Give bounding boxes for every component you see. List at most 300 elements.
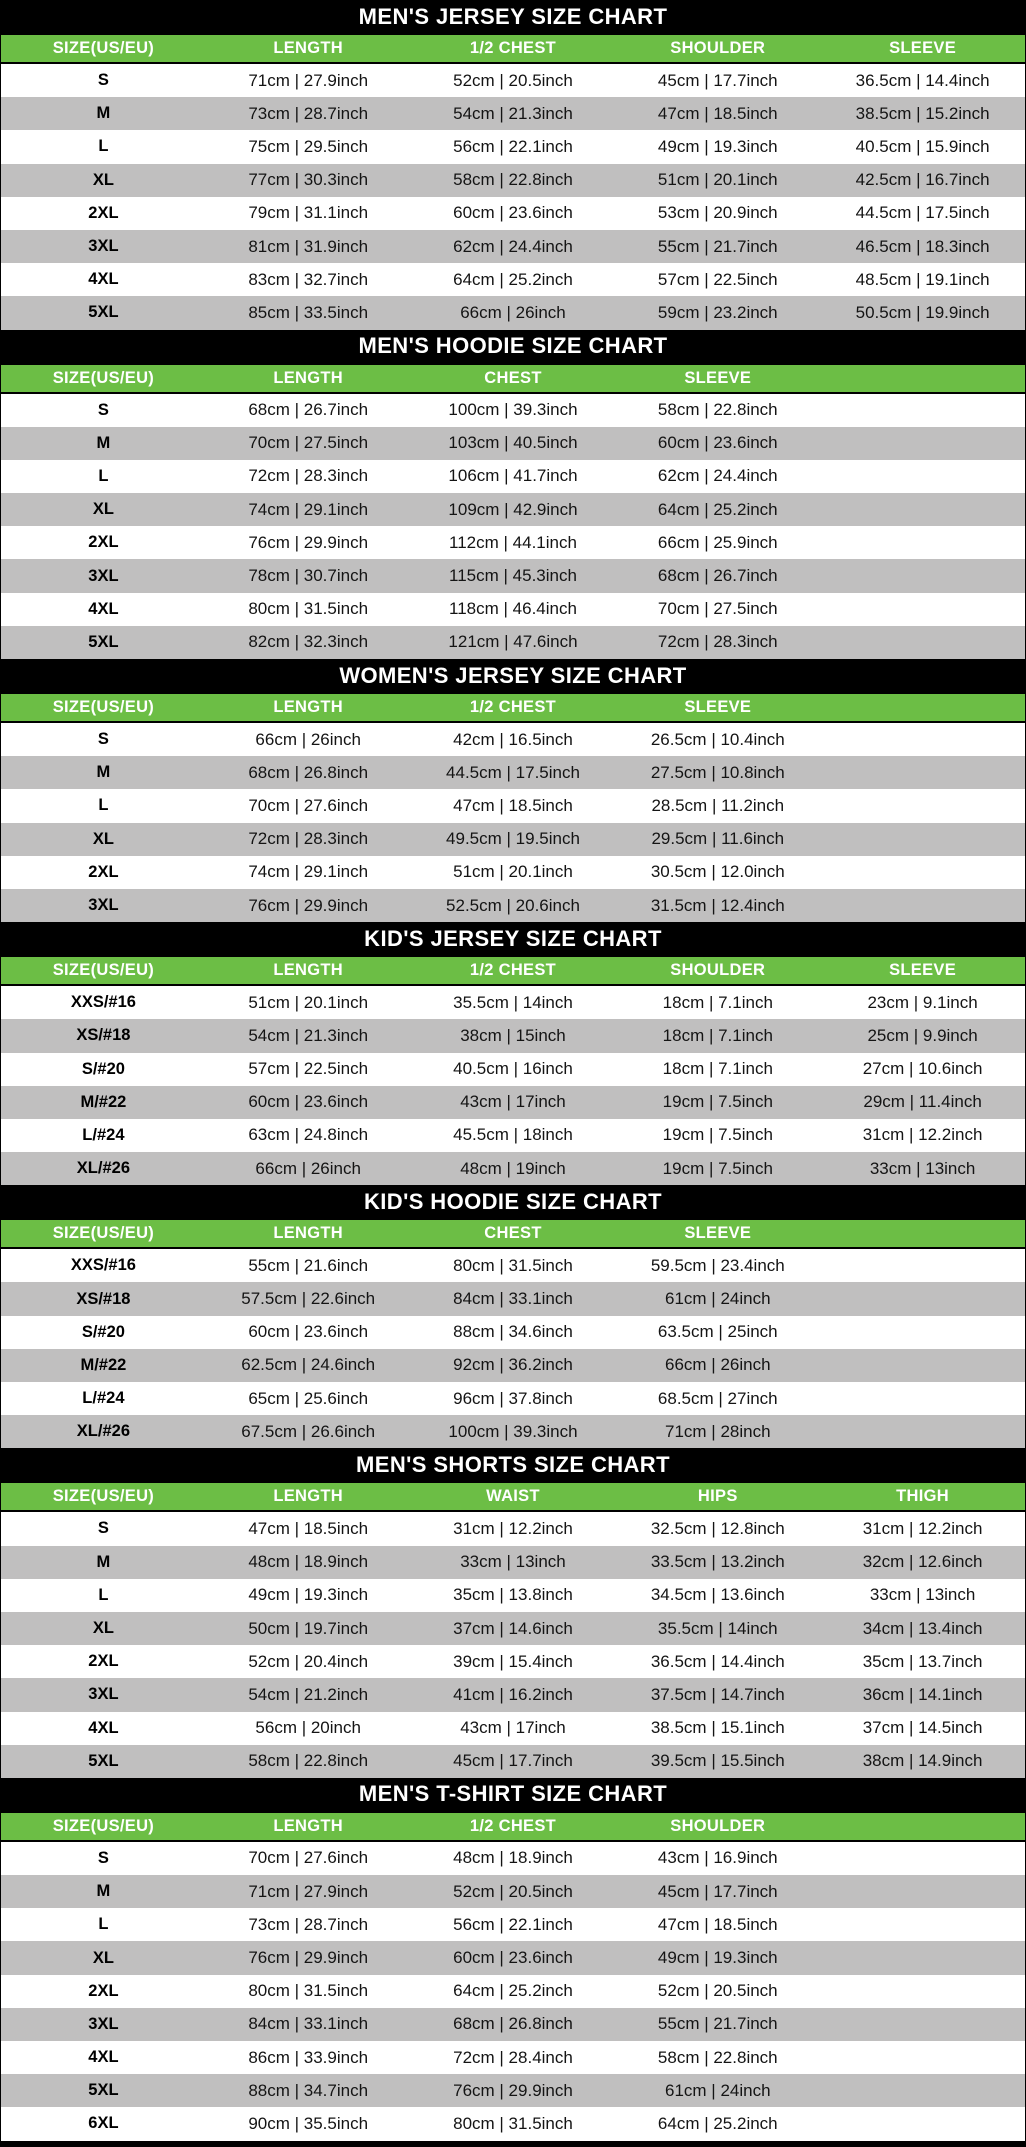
- header-cell: SIZE(US/EU): [52, 1224, 155, 1243]
- size-cell: XS/#18: [76, 1289, 131, 1308]
- value-cell: 52.5cm | 20.6inch: [446, 895, 580, 915]
- value-cell: 50cm | 19.7inch: [248, 1618, 369, 1638]
- value-cell: 40.5cm | 16inch: [453, 1059, 573, 1079]
- value-cell: 96cm | 37.8inch: [453, 1388, 573, 1408]
- value-cell: 38cm | 14.9inch: [862, 1751, 983, 1771]
- header-cell: 1/2 CHEST: [469, 961, 557, 980]
- value-cell: 54cm | 21.3inch: [248, 1025, 369, 1045]
- value-cell: 19cm | 7.5inch: [662, 1125, 773, 1145]
- size-cell: 2XL: [88, 533, 119, 552]
- value-cell: 33cm | 13inch: [869, 1585, 976, 1605]
- value-cell: 52cm | 20.5inch: [657, 1981, 778, 2001]
- charts-container: [1, 0, 1025, 2141]
- value-cell: 71cm | 27.9inch: [248, 70, 369, 90]
- table-row: [1, 1612, 1025, 1645]
- value-cell: 62cm | 24.4inch: [657, 466, 778, 486]
- size-cell: L: [98, 1585, 109, 1604]
- header-cell: LENGTH: [273, 1224, 344, 1243]
- value-cell: 18cm | 7.1inch: [662, 992, 773, 1012]
- table-title: MEN'S T-SHIRT SIZE CHART: [1, 1778, 1025, 1811]
- table-row: [1, 1086, 1025, 1119]
- value-cell: 88cm | 34.6inch: [453, 1322, 573, 1342]
- size-cell: XL: [92, 1948, 114, 1967]
- table-row: [1, 1382, 1025, 1415]
- size-cell: L: [98, 796, 109, 815]
- value-cell: 65cm | 25.6inch: [248, 1388, 369, 1408]
- value-cell: 76cm | 29.9inch: [248, 532, 369, 552]
- table-row: [1, 296, 1025, 329]
- value-cell: 42.5cm | 16.7inch: [855, 170, 990, 190]
- value-cell: 84cm | 33.1inch: [453, 1289, 573, 1309]
- value-cell: 37cm | 14.6inch: [453, 1618, 573, 1638]
- value-cell: 51cm | 20.1inch: [453, 862, 573, 882]
- size-cell: 5XL: [88, 303, 119, 322]
- value-cell: 51cm | 20.1inch: [248, 992, 369, 1012]
- value-cell: 34.5cm | 13.6inch: [650, 1585, 785, 1605]
- header-cell: THIGH: [896, 1487, 949, 1506]
- size-cell: 3XL: [88, 896, 119, 915]
- header-cell: SLEEVE: [889, 961, 957, 980]
- size-cell: 2XL: [88, 862, 119, 881]
- value-cell: 72cm | 28.4inch: [453, 2047, 573, 2067]
- value-cell: 27cm | 10.6inch: [862, 1059, 983, 1079]
- table-row: [1, 1349, 1025, 1382]
- value-cell: 46.5cm | 18.3inch: [855, 236, 990, 256]
- value-cell: 58cm | 22.8inch: [657, 2047, 778, 2067]
- table-row: [1, 756, 1025, 789]
- table-row: [1, 460, 1025, 493]
- size-cell: XL: [92, 829, 114, 848]
- value-cell: 76cm | 29.9inch: [453, 2080, 573, 2100]
- value-cell: 49cm | 19.3inch: [657, 1948, 778, 1968]
- header-cell: CHEST: [484, 1224, 542, 1243]
- size-cell: 2XL: [88, 1652, 119, 1671]
- size-cell: 4XL: [88, 599, 119, 618]
- table-row: [1, 889, 1025, 922]
- value-cell: 63cm | 24.8inch: [248, 1125, 369, 1145]
- value-cell: 45cm | 17.7inch: [657, 1881, 778, 1901]
- value-cell: 50.5cm | 19.9inch: [855, 302, 990, 322]
- size-cell: XL/#26: [76, 1422, 130, 1441]
- value-cell: 57cm | 22.5inch: [248, 1059, 369, 1079]
- value-cell: 55cm | 21.7inch: [657, 236, 778, 256]
- table-title: MEN'S JERSEY SIZE CHART: [1, 0, 1025, 33]
- size-cell: 3XL: [88, 237, 119, 256]
- value-cell: 36.5cm | 14.4inch: [650, 1651, 785, 1671]
- value-cell: 33.5cm | 13.2inch: [650, 1552, 785, 1572]
- table-row: [1, 1512, 1025, 1545]
- table-row: [1, 789, 1025, 822]
- header-row: [1, 1481, 1025, 1512]
- header-cell: 1/2 CHEST: [469, 1816, 557, 1835]
- value-cell: 54cm | 21.2inch: [248, 1684, 369, 1704]
- value-cell: 35cm | 13.7inch: [862, 1651, 983, 1671]
- value-cell: 38cm | 15inch: [460, 1025, 566, 1045]
- value-cell: 35.5cm | 14inch: [657, 1618, 778, 1638]
- value-cell: 100cm | 39.3inch: [448, 400, 578, 420]
- size-cell: 4XL: [88, 1718, 119, 1737]
- value-cell: 80cm | 31.5inch: [453, 1255, 573, 1275]
- table-row: [1, 723, 1025, 756]
- size-cell: S/#20: [81, 1322, 125, 1341]
- value-cell: 74cm | 29.1inch: [248, 499, 369, 519]
- value-cell: 80cm | 31.5inch: [453, 2113, 573, 2133]
- header-row: [1, 363, 1025, 394]
- table-row: [1, 493, 1025, 526]
- table-row: [1, 230, 1025, 263]
- size-cell: 2XL: [88, 1981, 119, 2000]
- table-row: [1, 1645, 1025, 1678]
- table-row: [1, 164, 1025, 197]
- table-row: [1, 1546, 1025, 1579]
- value-cell: 70cm | 27.5inch: [248, 433, 369, 453]
- value-cell: 64cm | 25.2inch: [453, 1981, 573, 2001]
- value-cell: 35.5cm | 14inch: [453, 992, 573, 1012]
- table-row: [1, 2008, 1025, 2041]
- value-cell: 60cm | 23.6inch: [248, 1322, 369, 1342]
- value-cell: 92cm | 36.2inch: [453, 1355, 573, 1375]
- value-cell: 83cm | 32.7inch: [248, 269, 369, 289]
- value-cell: 61cm | 24inch: [665, 1289, 771, 1309]
- value-cell: 52cm | 20.4inch: [248, 1651, 369, 1671]
- header-cell: LENGTH: [273, 368, 344, 387]
- value-cell: 57cm | 22.5inch: [657, 269, 778, 289]
- header-cell: SIZE(US/EU): [52, 1487, 155, 1506]
- size-cell: S: [97, 730, 109, 749]
- size-cell: 5XL: [88, 1751, 119, 1770]
- value-cell: 82cm | 32.3inch: [248, 632, 369, 652]
- table-row: [1, 1119, 1025, 1152]
- table-row: [1, 97, 1025, 130]
- value-cell: 81cm | 31.9inch: [248, 236, 369, 256]
- value-cell: 103cm | 40.5inch: [448, 433, 578, 453]
- value-cell: 55cm | 21.7inch: [657, 2014, 778, 2034]
- table-row: [1, 1415, 1025, 1448]
- value-cell: 60cm | 23.6inch: [453, 1948, 573, 1968]
- value-cell: 90cm | 35.5inch: [248, 2113, 369, 2133]
- value-cell: 71cm | 27.9inch: [248, 1881, 369, 1901]
- value-cell: 47cm | 18.5inch: [453, 795, 573, 815]
- header-cell: 1/2 CHEST: [469, 698, 557, 716]
- value-cell: 77cm | 30.3inch: [248, 170, 369, 190]
- value-cell: 25cm | 9.9inch: [867, 1025, 978, 1045]
- value-cell: 72cm | 28.3inch: [248, 466, 369, 486]
- value-cell: 31cm | 12.2inch: [862, 1125, 983, 1145]
- table-row: [1, 559, 1025, 592]
- table-row: [1, 2041, 1025, 2074]
- value-cell: 48cm | 19inch: [460, 1158, 566, 1178]
- table-row: [1, 1019, 1025, 1052]
- value-cell: 68cm | 26.8inch: [453, 2014, 573, 2034]
- size-cell: 3XL: [88, 1685, 119, 1704]
- value-cell: 64cm | 25.2inch: [657, 499, 778, 519]
- value-cell: 66cm | 26inch: [665, 1355, 771, 1375]
- value-cell: 56cm | 22.1inch: [453, 136, 573, 156]
- value-cell: 48cm | 18.9inch: [453, 1848, 573, 1868]
- value-cell: 60cm | 23.6inch: [248, 1092, 369, 1112]
- value-cell: 109cm | 42.9inch: [448, 499, 578, 519]
- header-cell: SIZE(US/EU): [52, 39, 155, 57]
- value-cell: 26.5cm | 10.4inch: [650, 729, 785, 749]
- value-cell: 40.5cm | 15.9inch: [855, 136, 990, 156]
- table-row: [1, 626, 1025, 659]
- header-cell: SIZE(US/EU): [52, 961, 155, 980]
- size-chart-table: [1, 922, 1025, 1185]
- table-title: WOMEN'S JERSEY SIZE CHART: [1, 659, 1025, 692]
- value-cell: 59.5cm | 23.4inch: [650, 1255, 785, 1275]
- size-cell: S: [97, 71, 109, 90]
- value-cell: 34cm | 13.4inch: [862, 1618, 983, 1638]
- value-cell: 80cm | 31.5inch: [248, 599, 369, 619]
- size-cell: 2XL: [88, 203, 119, 222]
- size-cell: 6XL: [88, 2114, 119, 2133]
- value-cell: 29cm | 11.4inch: [863, 1092, 982, 1112]
- value-cell: 73cm | 28.7inch: [248, 1914, 369, 1934]
- size-cell: 5XL: [88, 2081, 119, 2100]
- value-cell: 41cm | 16.2inch: [453, 1684, 573, 1704]
- table-title: KID'S HOODIE SIZE CHART: [1, 1185, 1025, 1218]
- value-cell: 115cm | 45.3inch: [449, 566, 577, 586]
- size-cell: XXS/#16: [70, 993, 136, 1012]
- size-cell: XL/#26: [76, 1159, 130, 1178]
- size-cell: 4XL: [88, 270, 119, 289]
- table-title: MEN'S SHORTS SIZE CHART: [1, 1448, 1025, 1481]
- value-cell: 75cm | 29.5inch: [248, 136, 369, 156]
- size-chart-table: [1, 330, 1025, 660]
- value-cell: 68cm | 26.7inch: [248, 400, 369, 420]
- value-cell: 48cm | 18.9inch: [248, 1552, 369, 1572]
- table-row: [1, 1678, 1025, 1711]
- value-cell: 56cm | 20inch: [255, 1718, 361, 1738]
- value-cell: 51cm | 20.1inch: [657, 170, 778, 190]
- header-cell: LENGTH: [273, 1816, 344, 1835]
- header-cell: SLEEVE: [889, 39, 957, 57]
- header-row: [1, 955, 1025, 986]
- value-cell: 31cm | 12.2inch: [453, 1518, 573, 1538]
- value-cell: 66cm | 25.9inch: [657, 532, 778, 552]
- value-cell: 85cm | 33.5inch: [248, 302, 369, 322]
- value-cell: 38.5cm | 15.2inch: [855, 103, 990, 123]
- table-row: [1, 1975, 1025, 2008]
- table-row: [1, 1316, 1025, 1349]
- header-cell: SIZE(US/EU): [52, 698, 155, 716]
- table-row: [1, 823, 1025, 856]
- value-cell: 28.5cm | 11.2inch: [651, 795, 785, 815]
- value-cell: 54cm | 21.3inch: [453, 103, 573, 123]
- value-cell: 61cm | 24inch: [665, 2080, 771, 2100]
- size-cell: L: [98, 466, 109, 485]
- value-cell: 74cm | 29.1inch: [248, 862, 369, 882]
- size-cell: M: [96, 763, 111, 782]
- table-row: [1, 2107, 1025, 2140]
- value-cell: 49cm | 19.3inch: [657, 136, 778, 156]
- table-row: [1, 856, 1025, 889]
- size-cell: S/#20: [81, 1059, 125, 1078]
- size-cell: 3XL: [88, 566, 119, 585]
- header-cell: SHOULDER: [670, 1816, 766, 1835]
- size-chart-table: [1, 0, 1025, 330]
- table-row: [1, 1908, 1025, 1941]
- table-row: [1, 1712, 1025, 1745]
- value-cell: 37.5cm | 14.7inch: [650, 1684, 785, 1704]
- size-cell: 4XL: [88, 2048, 119, 2067]
- value-cell: 45.5cm | 18inch: [453, 1125, 573, 1145]
- size-chart-table: [1, 1778, 1025, 2141]
- value-cell: 106cm | 41.7inch: [448, 466, 578, 486]
- table-row: [1, 1842, 1025, 1875]
- size-chart-table: [1, 659, 1025, 922]
- header-row: [1, 1811, 1025, 1842]
- table-row: [1, 394, 1025, 427]
- table-row: [1, 197, 1025, 230]
- value-cell: 27.5cm | 10.8inch: [650, 762, 785, 782]
- value-cell: 100cm | 39.3inch: [448, 1421, 578, 1441]
- value-cell: 70cm | 27.6inch: [248, 1848, 369, 1868]
- value-cell: 118cm | 46.4inch: [449, 599, 577, 619]
- table-row: [1, 1249, 1025, 1282]
- value-cell: 70cm | 27.6inch: [248, 795, 369, 815]
- value-cell: 56cm | 22.1inch: [453, 1914, 573, 1934]
- value-cell: 35cm | 13.8inch: [453, 1585, 573, 1605]
- size-cell: L: [98, 137, 109, 156]
- value-cell: 43cm | 17inch: [460, 1092, 566, 1112]
- value-cell: 33cm | 13inch: [460, 1552, 566, 1572]
- size-cell: M/#22: [80, 1355, 127, 1374]
- value-cell: 36cm | 14.1inch: [862, 1684, 983, 1704]
- value-cell: 44.5cm | 17.5inch: [446, 762, 580, 782]
- value-cell: 68cm | 26.8inch: [248, 762, 369, 782]
- size-cell: L/#24: [82, 1125, 125, 1144]
- value-cell: 18cm | 7.1inch: [662, 1059, 773, 1079]
- size-cell: XXS/#16: [70, 1256, 136, 1275]
- value-cell: 42cm | 16.5inch: [453, 729, 573, 749]
- size-cell: XL: [92, 500, 114, 519]
- header-row: [1, 692, 1025, 723]
- value-cell: 33cm | 13inch: [869, 1158, 976, 1178]
- value-cell: 48.5cm | 19.1inch: [855, 269, 990, 289]
- value-cell: 88cm | 34.7inch: [248, 2080, 369, 2100]
- header-cell: CHEST: [484, 368, 542, 387]
- size-cell: L/#24: [82, 1389, 125, 1408]
- header-cell: SHOULDER: [670, 961, 766, 980]
- value-cell: 70cm | 27.5inch: [657, 599, 778, 619]
- value-cell: 68cm | 26.7inch: [657, 566, 778, 586]
- header-cell: LENGTH: [273, 1487, 344, 1506]
- table-row: [1, 64, 1025, 97]
- value-cell: 62cm | 24.4inch: [453, 236, 573, 256]
- size-cell: 5XL: [88, 632, 119, 651]
- table-row: [1, 1875, 1025, 1908]
- value-cell: 52cm | 20.5inch: [453, 70, 573, 90]
- value-cell: 57.5cm | 22.6inch: [241, 1289, 376, 1309]
- header-row: [1, 1218, 1025, 1249]
- value-cell: 47cm | 18.5inch: [248, 1518, 369, 1538]
- table-title: MEN'S HOODIE SIZE CHART: [1, 330, 1025, 363]
- table-row: [1, 1745, 1025, 1778]
- value-cell: 39cm | 15.4inch: [453, 1651, 573, 1671]
- value-cell: 32.5cm | 12.8inch: [650, 1518, 785, 1538]
- value-cell: 43cm | 17inch: [460, 1718, 566, 1738]
- header-cell: HIPS: [697, 1487, 738, 1506]
- size-cell: XL: [92, 1619, 114, 1638]
- table-row: [1, 130, 1025, 163]
- size-cell: XS/#18: [76, 1026, 131, 1045]
- table-row: [1, 1941, 1025, 1974]
- value-cell: 66cm | 26inch: [255, 1158, 361, 1178]
- value-cell: 66cm | 26inch: [255, 729, 361, 749]
- value-cell: 72cm | 28.3inch: [657, 632, 778, 652]
- header-cell: SIZE(US/EU): [52, 368, 155, 387]
- value-cell: 32cm | 12.6inch: [862, 1552, 983, 1572]
- value-cell: 38.5cm | 15.1inch: [650, 1718, 785, 1738]
- table-row: [1, 1282, 1025, 1315]
- header-row: [1, 33, 1025, 64]
- value-cell: 36.5cm | 14.4inch: [855, 70, 990, 90]
- value-cell: 49cm | 19.3inch: [248, 1585, 369, 1605]
- size-cell: 3XL: [88, 2014, 119, 2033]
- value-cell: 63.5cm | 25inch: [657, 1322, 778, 1342]
- value-cell: 43cm | 16.9inch: [657, 1848, 778, 1868]
- value-cell: 47cm | 18.5inch: [657, 1914, 778, 1934]
- header-cell: LENGTH: [273, 698, 344, 716]
- value-cell: 71cm | 28inch: [665, 1421, 771, 1441]
- value-cell: 76cm | 29.9inch: [248, 1948, 369, 1968]
- value-cell: 78cm | 30.7inch: [248, 566, 369, 586]
- size-cell: M: [96, 1552, 111, 1571]
- size-cell: M/#22: [80, 1092, 127, 1111]
- table-row: [1, 427, 1025, 460]
- value-cell: 37cm | 14.5inch: [862, 1718, 983, 1738]
- value-cell: 62.5cm | 24.6inch: [241, 1355, 376, 1375]
- value-cell: 39.5cm | 15.5inch: [650, 1751, 785, 1771]
- value-cell: 19cm | 7.5inch: [662, 1158, 773, 1178]
- value-cell: 67.5cm | 26.6inch: [241, 1421, 376, 1441]
- size-chart-table: [1, 1448, 1025, 1778]
- size-cell: M: [96, 104, 111, 123]
- value-cell: 53cm | 20.9inch: [657, 203, 778, 223]
- value-cell: 121cm | 47.6inch: [448, 632, 578, 652]
- value-cell: 19cm | 7.5inch: [662, 1092, 773, 1112]
- value-cell: 31.5cm | 12.4inch: [650, 895, 785, 915]
- value-cell: 45cm | 17.7inch: [657, 70, 778, 90]
- table-row: [1, 593, 1025, 626]
- header-cell: LENGTH: [273, 39, 344, 57]
- value-cell: 66cm | 26inch: [460, 302, 566, 322]
- value-cell: 60cm | 23.6inch: [657, 433, 778, 453]
- header-cell: LENGTH: [273, 961, 344, 980]
- table-row: [1, 263, 1025, 296]
- size-cell: XL: [92, 170, 114, 189]
- table-row: [1, 1579, 1025, 1612]
- value-cell: 84cm | 33.1inch: [248, 2014, 369, 2034]
- value-cell: 30.5cm | 12.0inch: [650, 862, 785, 882]
- value-cell: 58cm | 22.8inch: [248, 1751, 369, 1771]
- header-cell: SLEEVE: [684, 698, 752, 716]
- value-cell: 64cm | 25.2inch: [657, 2113, 778, 2133]
- table-row: [1, 1053, 1025, 1086]
- value-cell: 18cm | 7.1inch: [662, 1025, 773, 1045]
- table-title: KID'S JERSEY SIZE CHART: [1, 922, 1025, 955]
- value-cell: 68.5cm | 27inch: [657, 1388, 778, 1408]
- size-cell: L: [98, 1915, 109, 1934]
- header-cell: WAIST: [486, 1487, 540, 1506]
- value-cell: 49.5cm | 19.5inch: [446, 829, 580, 849]
- size-cell: S: [97, 400, 109, 419]
- value-cell: 59cm | 23.2inch: [657, 302, 778, 322]
- value-cell: 29.5cm | 11.6inch: [651, 829, 785, 849]
- value-cell: 55cm | 21.6inch: [248, 1255, 369, 1275]
- table-row: [1, 1152, 1025, 1185]
